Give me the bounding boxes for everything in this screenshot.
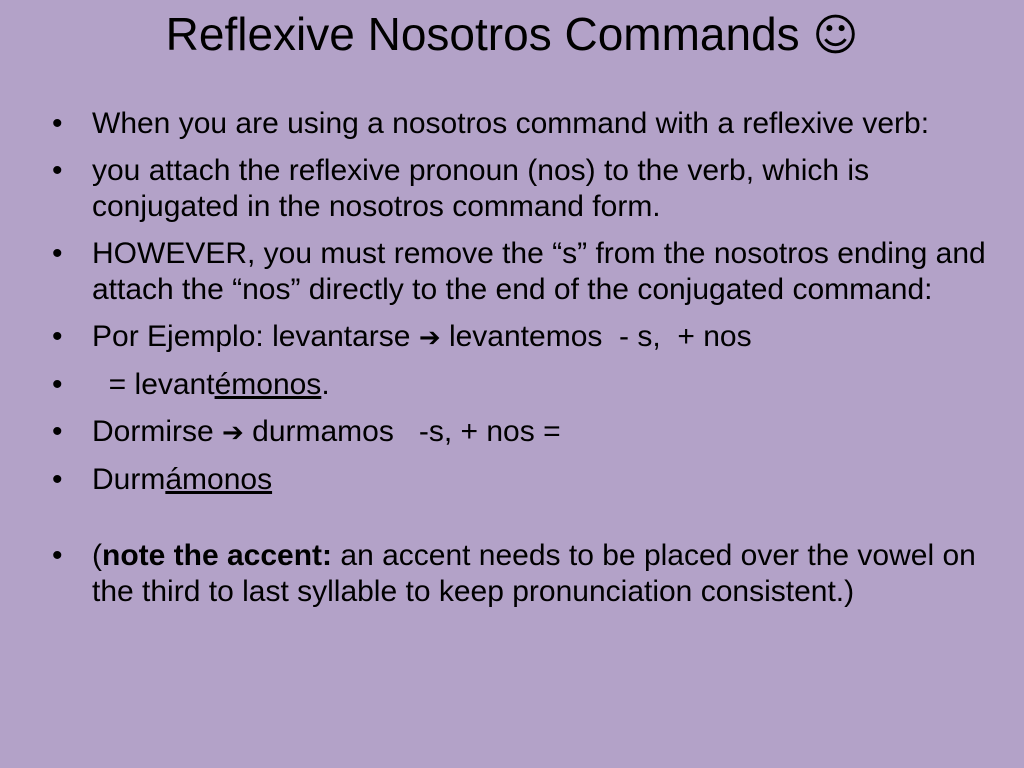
bullet-icon: • <box>52 107 63 140</box>
bullet-item <box>52 153 1002 225</box>
bullet-item <box>52 236 1002 308</box>
bullet-item <box>52 414 1002 451</box>
bullet-text: HOWEVER, you must remove the “s” from the nosotros ending and attach the “nos” directly to the end of the conjugated command: <box>92 237 986 306</box>
bullet-icon: • <box>52 368 63 401</box>
bullet-item <box>52 462 1002 498</box>
result-ending: émonos <box>214 368 322 401</box>
result-prefix: Durm <box>92 463 166 496</box>
note-text: an accent needs to be placed over the vowel on the third to last syllable to keep pronunciation consistent.) <box>92 539 976 608</box>
bullet-icon: • <box>52 463 63 496</box>
example-conjugation: durmamos -s, + nos = <box>243 415 561 448</box>
bullet-item <box>52 538 1002 610</box>
note-label: note the accent: <box>102 539 333 572</box>
bullet-text: When you are using a nosotros command with a reflexive verb: <box>92 107 930 140</box>
example-verb: Por Ejemplo: levantarse <box>92 320 419 353</box>
bullet-icon: • <box>52 539 63 572</box>
bullet-icon: • <box>52 154 63 187</box>
note-open-paren: ( <box>92 539 102 572</box>
result-ending: ámonos <box>165 463 273 496</box>
example-conjugation: levantemos - s, + nos <box>440 320 752 353</box>
smiley-icon: ☺ <box>812 10 859 61</box>
bullet-icon: • <box>52 320 63 353</box>
bullet-text: you attach the reflexive pronoun (nos) to the verb, which is conjugated in the nosotros command form. <box>92 154 870 223</box>
bullet-item <box>52 106 1002 142</box>
arrow-right-icon: ➔ <box>222 418 244 448</box>
slide-title <box>0 8 1024 62</box>
bullet-item <box>52 367 1002 403</box>
title-text: Reflexive Nosotros Commands <box>165 8 800 60</box>
result-prefix: = levant <box>92 368 215 401</box>
bullet-list <box>52 106 1002 621</box>
bullet-icon: • <box>52 415 63 448</box>
bullet-icon: • <box>52 237 63 270</box>
example-verb: Dormirse <box>92 415 223 448</box>
result-suffix: . <box>321 368 330 401</box>
arrow-right-icon: ➔ <box>418 323 441 353</box>
bullet-item <box>52 319 1002 356</box>
